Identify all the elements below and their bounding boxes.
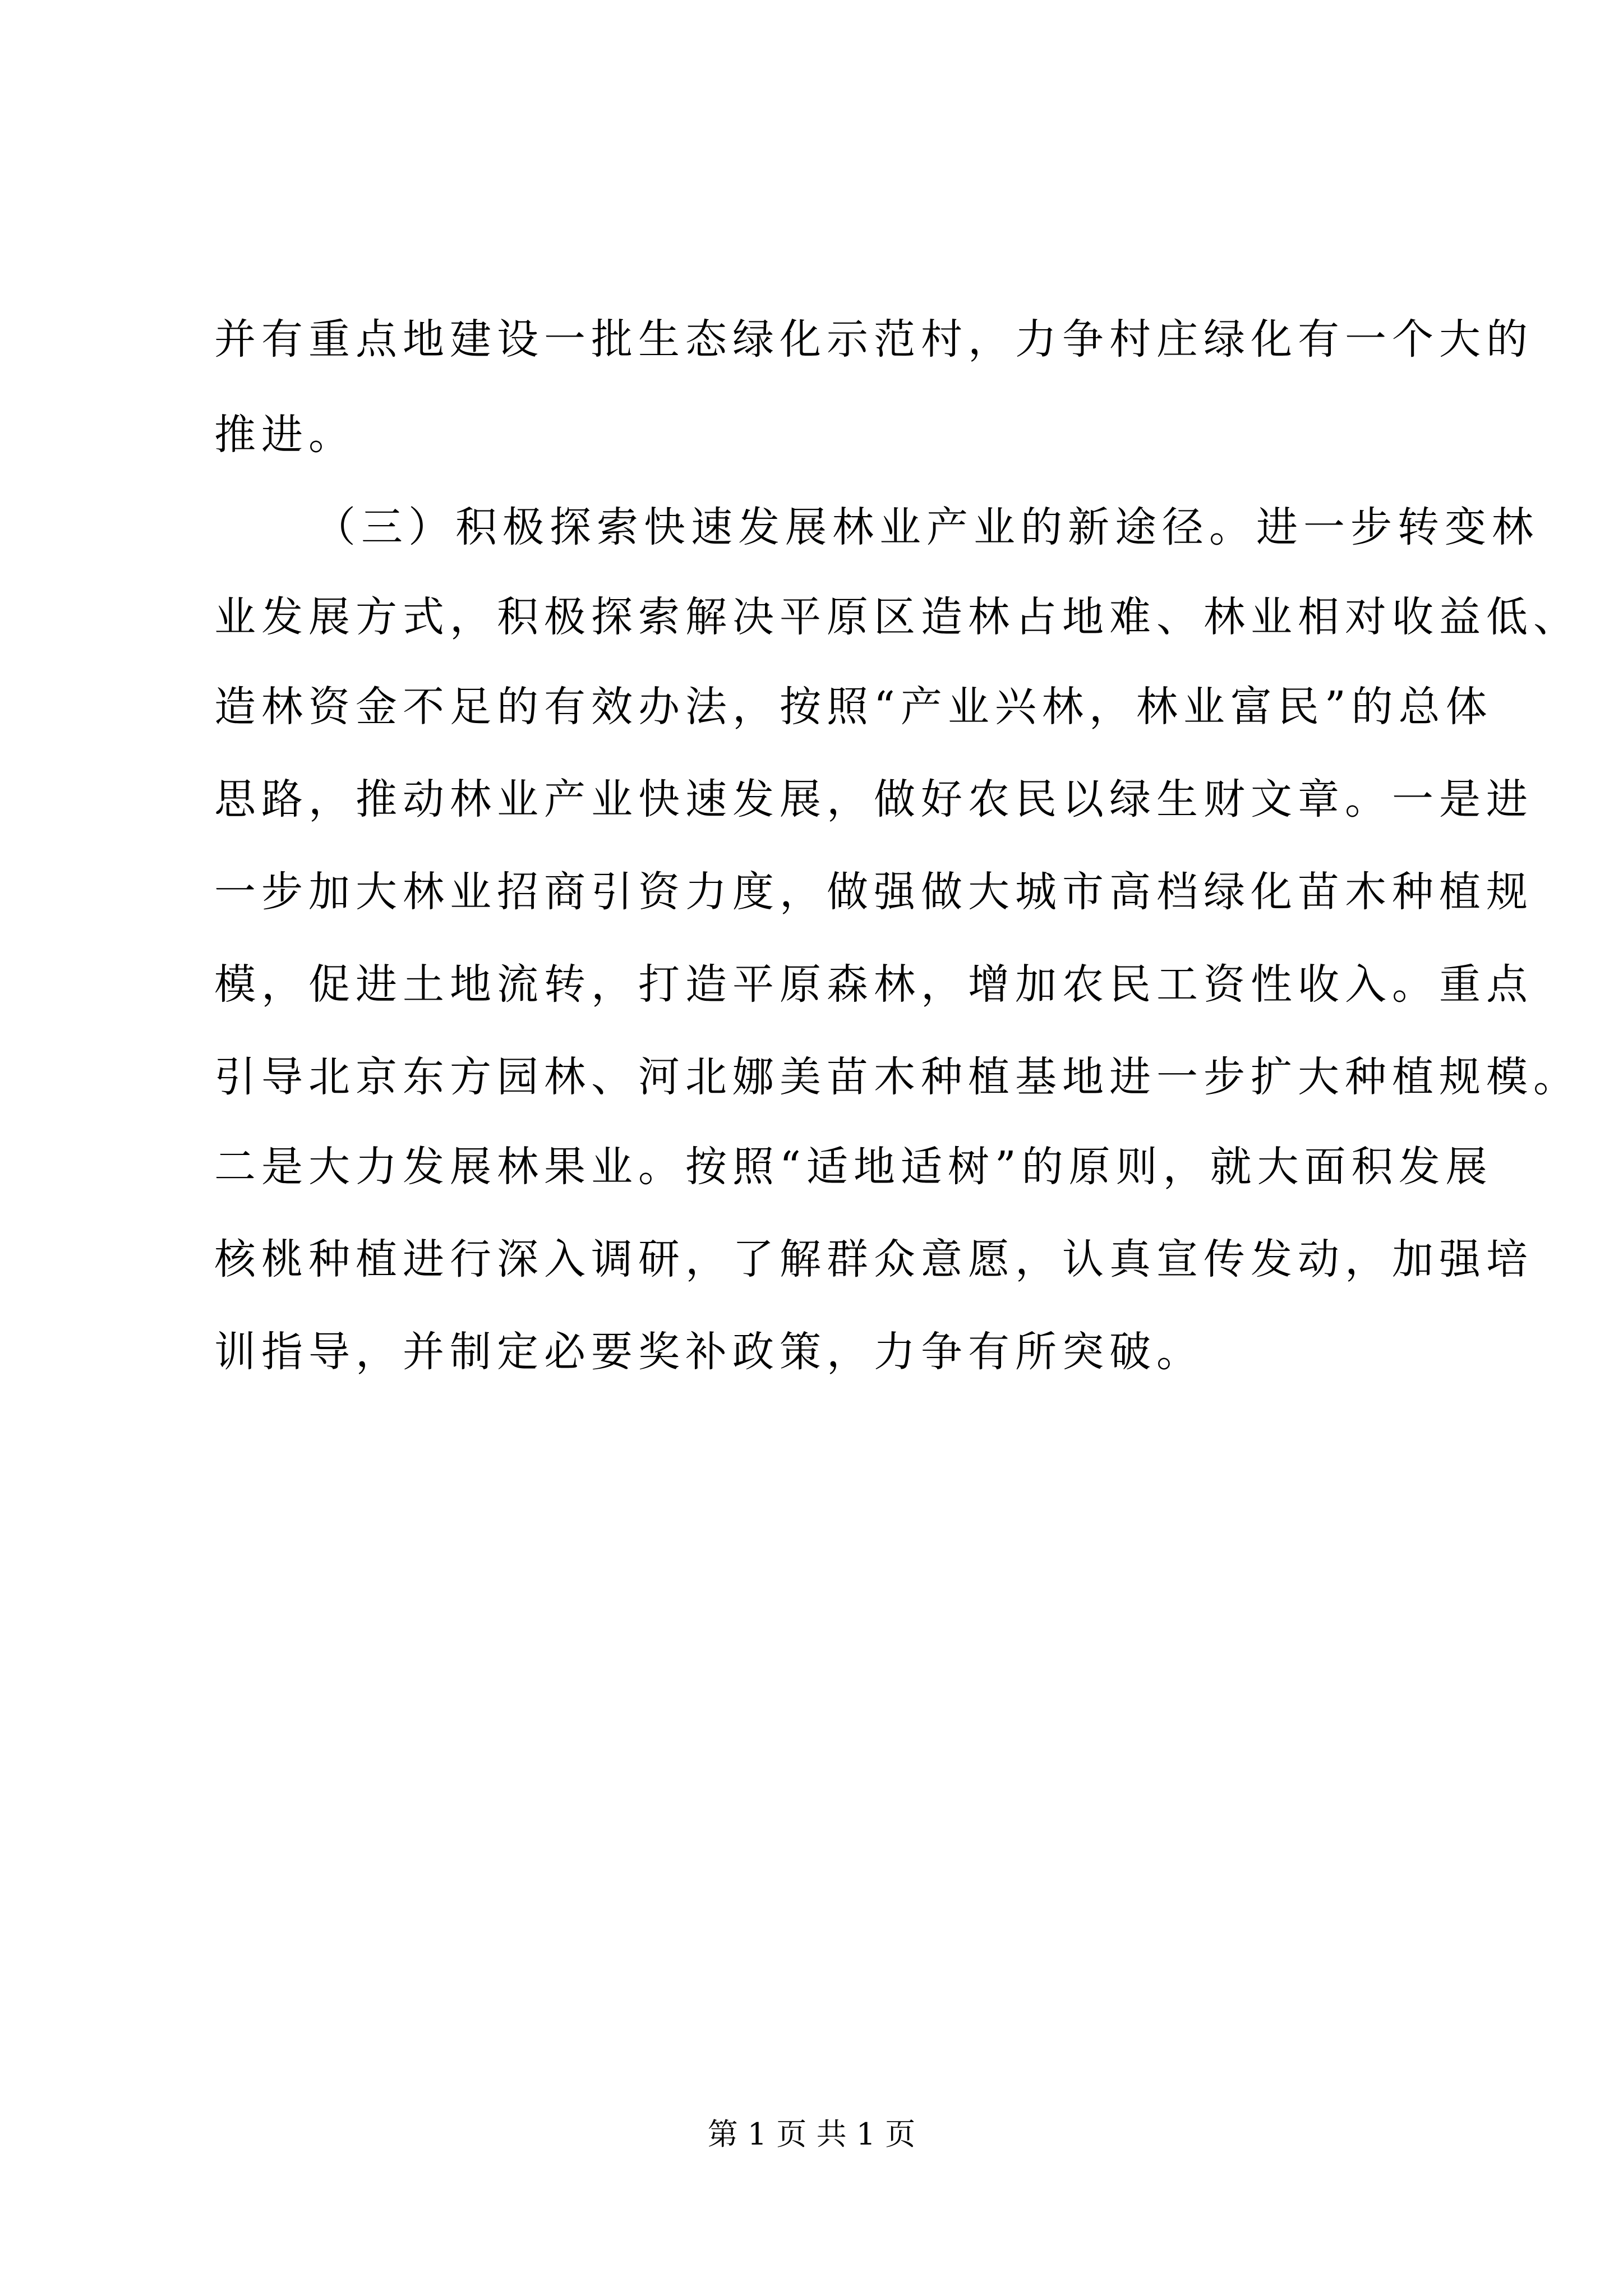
paragraph-line: 一步加大林业招商引资力度，做强做大城市高档绿化苗木种植规 bbox=[214, 868, 1533, 916]
paragraph-line: 并有重点地建设一批生态绿化示范村，力争村庄绿化有一个大的 bbox=[214, 315, 1533, 364]
paragraph-line: 业发展方式，积极探索解决平原区造林占地难、林业相对收益低、 bbox=[214, 593, 1580, 641]
paragraph-line: 模，促进土地流转，打造平原森林，增加农民工资性收入。重点 bbox=[214, 960, 1533, 1009]
paragraph-line: 推进。 bbox=[214, 411, 356, 459]
paragraph-line: 核桃种植进行深入调研，了解群众意愿，认真宣传发动，加强培 bbox=[214, 1235, 1533, 1283]
paragraph-line: 二是大力发展林果业。按照“适地适树”的原则，就大面积发展 bbox=[214, 1143, 1493, 1191]
paragraph-line: （三）积极探索快速发展林业产业的新途径。进一步转变林 bbox=[314, 503, 1539, 551]
page-number-footer: 第 1 页 共 1 页 bbox=[707, 2116, 916, 2152]
paragraph-line: 造林资金不足的有效办法，按照“产业兴林，林业富民”的总体 bbox=[214, 683, 1493, 731]
paragraph-line: 引导北京东方园林、河北娜美苗木种植基地进一步扩大种植规模。 bbox=[214, 1053, 1580, 1101]
paragraph-line: 训指导，并制定必要奖补政策，力争有所突破。 bbox=[214, 1328, 1204, 1376]
paragraph-line: 思路，推动林业产业快速发展，做好农民以绿生财文章。一是进 bbox=[214, 775, 1533, 823]
